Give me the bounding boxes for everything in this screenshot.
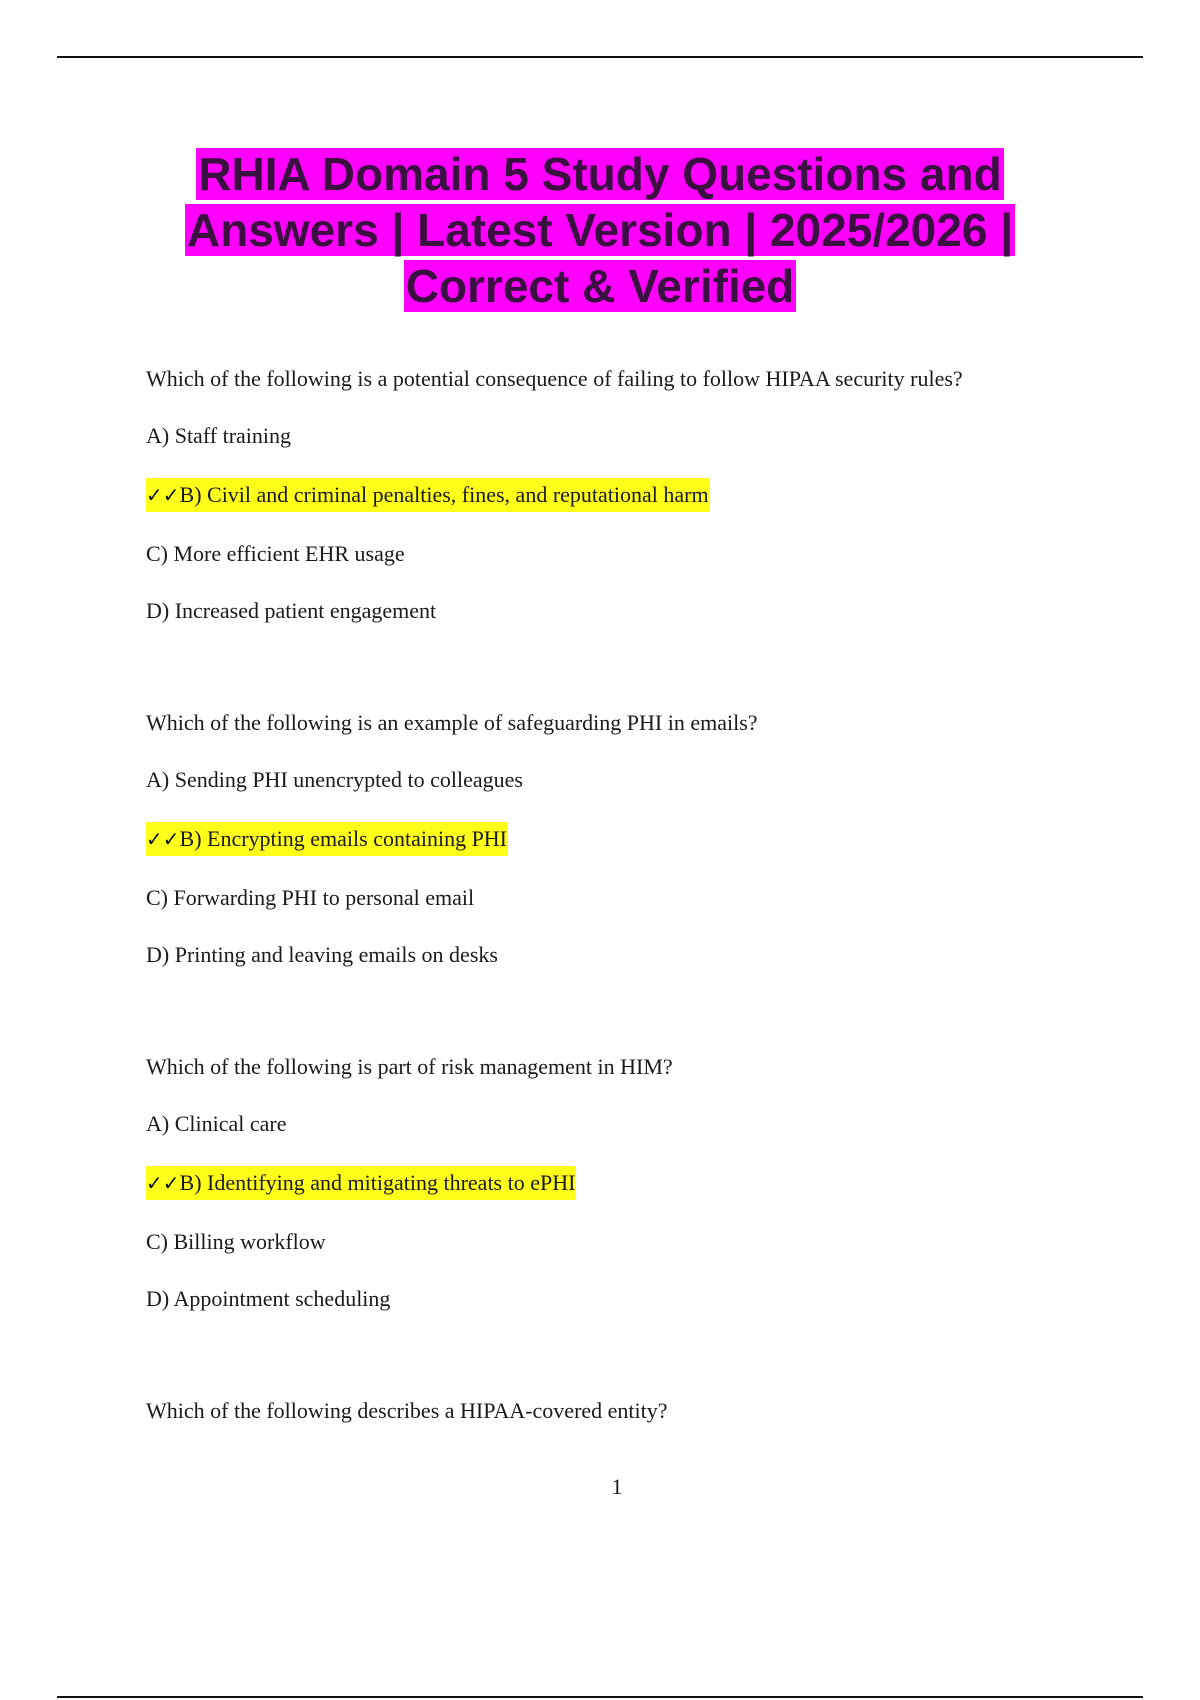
- correct-answer-option: [146, 478, 1106, 512]
- title-line-1: RHIA Domain 5 Study Questions and: [198, 148, 1002, 200]
- footer-rule: [57, 1696, 1143, 1698]
- double-check-icon: ✓✓: [146, 483, 180, 507]
- correct-answer-text: B) Civil and criminal penalties, fines, and reputational harm: [179, 482, 709, 507]
- title-line-3: Correct & Verified: [405, 260, 795, 312]
- correct-answer-highlight: [146, 822, 508, 856]
- question-block: [146, 1396, 1106, 1426]
- answer-option: A) Clinical care: [146, 1111, 287, 1136]
- correct-answer-text: B) Encrypting emails containing PHI: [179, 826, 508, 851]
- correct-answer-text: B) Identifying and mitigating threats to ePHI: [179, 1170, 576, 1195]
- question-text: Which of the following is an example of safeguarding PHI in emails?: [146, 710, 758, 735]
- question-text: Which of the following is part of risk management in HIM?: [146, 1054, 673, 1079]
- header-rule: [57, 56, 1143, 58]
- answer-option: C) Billing workflow: [146, 1229, 326, 1254]
- question-text: Which of the following describes a HIPAA-covered entity?: [146, 1398, 668, 1423]
- correct-answer-option: [146, 822, 1106, 856]
- answer-option: A) Sending PHI unencrypted to colleagues: [146, 767, 523, 792]
- answer-option: D) Printing and leaving emails on desks: [146, 942, 498, 967]
- answer-option: D) Appointment scheduling: [146, 1286, 391, 1311]
- document-title: [120, 146, 1080, 314]
- double-check-icon: ✓✓: [146, 827, 180, 851]
- page-number: 1: [611, 1474, 623, 1499]
- question-text: Which of the following is a potential consequence of failing to follow HIPAA security rules?: [146, 366, 963, 391]
- double-check-icon: ✓✓: [146, 1171, 180, 1195]
- title-line-2: Answers | Latest Version | 2025/2026 |: [186, 204, 1014, 256]
- question-block: [146, 1052, 1106, 1314]
- answer-option: C) More efficient EHR usage: [146, 541, 405, 566]
- question-block: [146, 708, 1106, 970]
- question-block: [146, 364, 1106, 626]
- answer-option: A) Staff training: [146, 423, 292, 448]
- correct-answer-highlight: [146, 1166, 576, 1200]
- answer-option: C) Forwarding PHI to personal email: [146, 885, 475, 910]
- correct-answer-option: [146, 1166, 1106, 1200]
- answer-option: D) Increased patient engagement: [146, 598, 437, 623]
- correct-answer-highlight: [146, 478, 710, 512]
- question-list: [146, 364, 1106, 1426]
